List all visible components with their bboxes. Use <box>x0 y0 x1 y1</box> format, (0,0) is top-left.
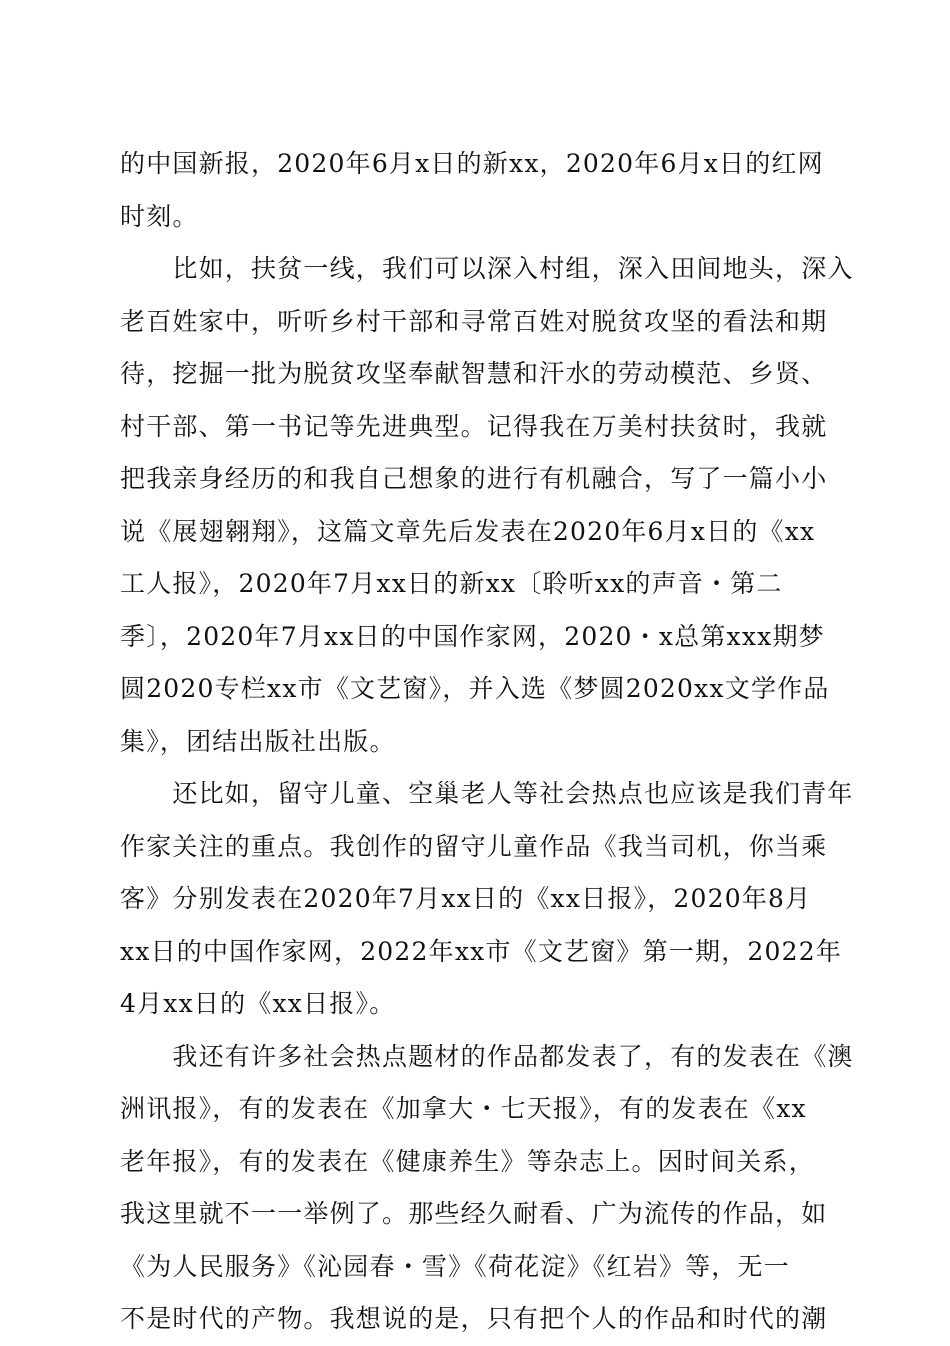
text-line: 洲讯报》，有的发表在《加拿大・七天报》，有的发表在《xx <box>120 1094 807 1123</box>
text-line: 不是时代的产物。我想说的是，只有把个人的作品和时代的潮 <box>120 1304 828 1333</box>
text-line: 《为人民服务》《沁园春・雪》《荷花淀》《红岩》等，无一 <box>120 1251 790 1281</box>
text-line: 集》，团结出版社出版。 <box>120 726 396 756</box>
text-line: 老年报》，有的发表在《健康养生》等杂志上。因时间关系， <box>120 1146 815 1176</box>
text-line: 4月xx日的《xx日报》。 <box>120 989 396 1018</box>
text-line: 工人报》，2020年7月xx日的新xx〔聆听xx的声音・第二 <box>120 569 783 598</box>
text-line: 把我亲身经历的和我自己想象的进行有机融合，写了一篇小小 <box>120 464 828 493</box>
text-line: 还比如，留守儿童、空巢老人等社会热点也应该是我们青年 <box>120 779 854 808</box>
text-line: 待，挖掘一批为脱贫攻坚奉献智慧和汗水的劳动模范、乡贤、 <box>120 359 828 388</box>
text-line: 老百姓家中，听听乡村干部和寻常百姓对脱贫攻坚的看法和期 <box>120 306 828 336</box>
text-line: 作家关注的重点。我创作的留守儿童作品《我当司机，你当乘 <box>120 831 828 861</box>
text-line: 村干部、第一书记等先进典型。记得我在万美村扶贫时，我就 <box>120 411 828 441</box>
text-line: 时刻。 <box>120 201 199 231</box>
text-line: 客》分别发表在2020年7月xx日的《xx日报》，2020年8月 <box>120 884 812 913</box>
text-line: 说《展翅翱翔》，这篇文章先后发表在2020年6月x日的《xx <box>120 516 816 546</box>
text-line: xx日的中国作家网，2022年xx市《文艺窗》第一期，2022年 <box>120 936 843 966</box>
text-line: 季〕，2020年7月xx日的中国作家网，2020・x总第xxx期梦 <box>120 621 825 651</box>
text-line: 我还有许多社会热点题材的作品都发表了，有的发表在《澳 <box>120 1041 854 1071</box>
text-line: 的中国新报，2020年6月x日的新xx，2020年6月x日的红网 <box>120 149 824 178</box>
text-line: 比如，扶贫一线，我们可以深入村组，深入田间地头，深入 <box>120 254 854 283</box>
body-text <box>120 138 854 1346</box>
text-line: 我这里就不一一举例了。那些经久耐看、广为流传的作品，如 <box>120 1199 828 1228</box>
text-line: 圆2020专栏xx市《文艺窗》，并入选《梦圆2020xx文学作品 <box>120 674 830 703</box>
